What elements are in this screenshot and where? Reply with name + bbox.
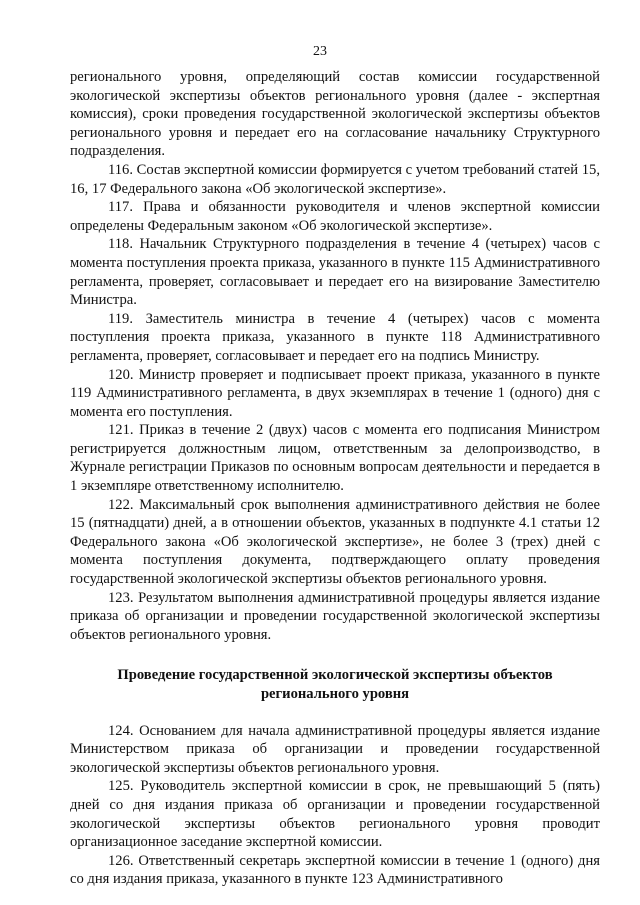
paragraph-120: 120. Министр проверяет и подписывает проект приказа, указанного в пункте 119 Административного регламента, в двух экземплярах в течение 1 (одного) дня с момента его поступления. — [70, 366, 600, 420]
paragraph-122: 122. Максимальный срок выполнения административного действия не более 15 (пятнадцати) дней, а в отношении объектов, указанных в подпункте 4.1 статьи 12 Федерального закона «Об экологической экспертизе», не более 3 (трех) дней с момента поступления документа, подтверждающего оплату проведения государственной экологической экспертизы объектов регионального уровня. — [70, 496, 600, 588]
paragraph-119: 119. Заместитель министра в течение 4 (четырех) часов с момента поступления проекта приказа, указанного в пункте 118 Административного регламента, проверяет, согласовывает и передает его на подпись Министру. — [70, 310, 600, 364]
section-heading — [70, 666, 600, 703]
document-body — [70, 68, 600, 889]
section-heading-line-1: Проведение государственной экологической экспертизы объектов — [117, 667, 553, 684]
paragraph-123: 123. Результатом выполнения административной процедуры является издание приказа об организации и проведении государственной экологической экспертизы объектов регионального уровня. — [70, 589, 600, 643]
paragraph-117: 117. Права и обязанности руководителя и членов экспертной комиссии определены Федеральным законом «Об экологической экспертизе». — [70, 199, 600, 234]
paragraph-118: 118. Начальник Структурного подразделения в течение 4 (четырех) часов с момента поступления проекта приказа, указанного в пункте 115 Административного регламента, проверяет, согласовывает и передает его на визирование Заместителю Министра. — [70, 236, 600, 309]
page-number: 23 — [313, 44, 327, 59]
paragraph-126: 126. Ответственный секретарь экспертной комиссии в течение 1 (одного) дня со дня издания приказа, указанного в пункте 123 Административного — [70, 852, 600, 888]
paragraph-116: 116. Состав экспертной комиссии формируется с учетом требований статей 15, 16, 17 Федерального закона «Об экологической экспертизе». — [70, 161, 600, 197]
paragraph-125: 125. Руководитель экспертной комиссии в срок, не превышающий 5 (пять) дней со дня издания приказа об организации и проведении государственной экологической экспертизы объектов регионального уровня проводит организационное заседание экспертной комиссии. — [70, 778, 600, 851]
paragraph-continuation: регионального уровня, определяющий состав комиссии государственной экологической экспертизы объектов регионального уровня (далее - экспертная комиссия), сроки проведения государственной экологической экспертизы объектов регионального уровня и передает его на согласование начальнику Структурного подразделения. — [70, 69, 600, 160]
paragraph-124: 124. Основанием для начала административной процедуры является издание Министерством приказа об организации и проведении государственной экологической экспертизы объектов регионального уровня. — [70, 722, 600, 776]
section-heading-line-2: регионального уровня — [260, 686, 410, 702]
paragraph-121: 121. Приказ в течение 2 (двух) часов с момента его подписания Министром регистрируется должностным лицом, ответственным за делопроизводство, в Журнале регистрации Приказов по основным вопросам деятельности и передается в 1 экземпляре ответственному исполнителю. — [70, 422, 600, 495]
